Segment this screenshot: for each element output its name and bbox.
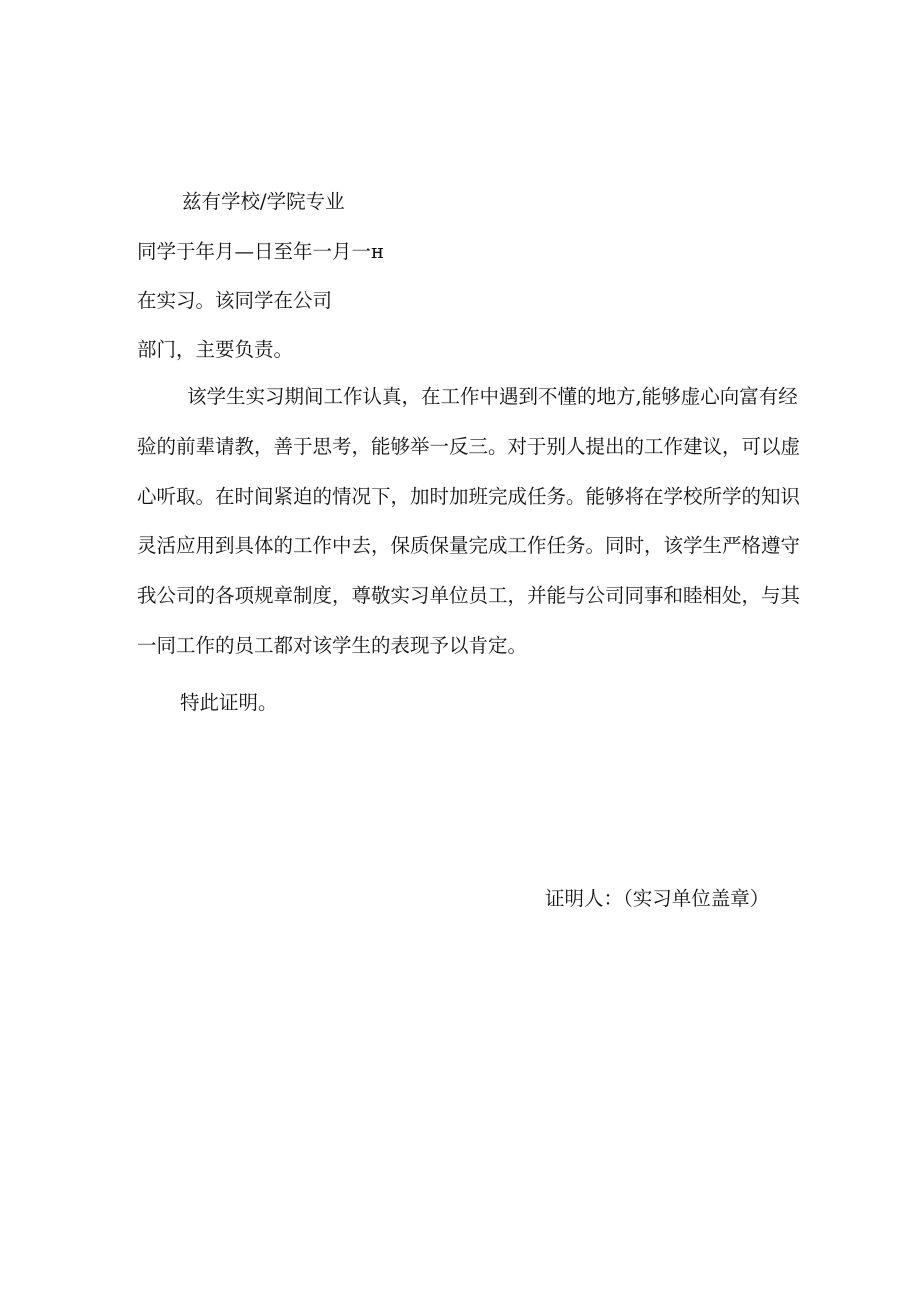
intro-line-department: 部门，主要负责。: [137, 338, 294, 361]
evaluation-paragraph: [137, 383, 801, 682]
intro-line-dates: 同学于年月—日至年一月一н: [137, 240, 384, 263]
paragraph-line: 我公司的各项规章制度，尊敬实习单位员工，并能与公司同事和睦相处，与其: [137, 584, 801, 608]
closing-statement: 特此证明。: [180, 691, 278, 714]
paragraph-line: 心听取。在时间紧迫的情况下，加时加班完成任务。能够将在学校所学的知识: [137, 484, 801, 508]
paragraph-line: 一同工作的员工都对该学生的表现予以肯定。: [137, 633, 528, 657]
paragraph-line: 灵活应用到具体的工作中去，保质保量完成工作任务。同时，该学生严格遵守: [137, 534, 801, 558]
paragraph-line: 该学生实习期间工作认真，在工作中遇到不懂的地方,能够虚心向富有经: [187, 385, 798, 408]
intro-line-school: 兹有学校/学院专业: [182, 190, 345, 213]
certifier-signature: 证明人：（实习单位盖章）: [545, 887, 770, 910]
intro-line-company: 在实习。该同学在公司: [137, 289, 333, 312]
paragraph-line: 验的前辈请教，善于思考，能够举一反三。对于别人提出的工作建议，可以虚: [137, 434, 801, 458]
